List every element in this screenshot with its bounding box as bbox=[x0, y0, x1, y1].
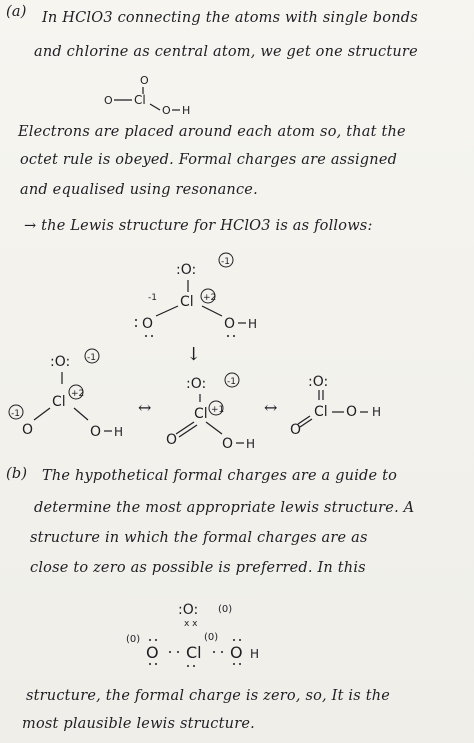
part-b-line-1: The hypothetical formal charges are a guide to bbox=[42, 468, 398, 484]
s1-fc-left: -1 bbox=[148, 293, 157, 303]
final-o-right: O bbox=[230, 643, 243, 662]
s2-o-right: O bbox=[90, 424, 102, 440]
s2-fc-left: -1 bbox=[11, 409, 20, 419]
final-o-left: O bbox=[146, 643, 159, 662]
final-bond-marks: x x bbox=[184, 619, 198, 629]
final-fc-left: (0) bbox=[126, 634, 141, 645]
final-o-top: :O: bbox=[178, 602, 199, 618]
lewis-structure-2 bbox=[6, 346, 136, 446]
s2-cl: Cl bbox=[52, 394, 66, 410]
final-fc-top: (0) bbox=[218, 604, 233, 615]
s3-fc-top: -1 bbox=[227, 377, 236, 387]
s2-fc-cl: +2 bbox=[71, 389, 85, 399]
s1-h: H bbox=[248, 317, 258, 331]
lewis-structure-4 bbox=[288, 366, 398, 446]
resonance-arrow-1: ↔ bbox=[138, 398, 152, 417]
part-a-line-4: octet rule is obeyed. Formal charges are assigned bbox=[20, 152, 398, 168]
s1-fc-top: -1 bbox=[221, 257, 230, 267]
s4-h: H bbox=[372, 405, 382, 419]
s3-o-top: :O: bbox=[186, 376, 207, 392]
final-lewis-structure bbox=[122, 596, 292, 676]
s1-o-top: :O: bbox=[176, 262, 197, 278]
part-a-line-3: Electrons are placed around each atom so, that the bbox=[18, 124, 406, 140]
part-b-line-2: determine the most appropriate lewis structure. A bbox=[34, 500, 415, 516]
part-b-line-6: most plausible lewis structure. bbox=[22, 716, 255, 732]
s2-fc-top: -1 bbox=[87, 353, 96, 363]
part-b-label: (b) bbox=[6, 466, 28, 482]
s3-o-left: O bbox=[166, 432, 178, 448]
part-a-line-2: and chlorine as central atom, we get one structure bbox=[34, 44, 418, 60]
part-a-line-1: In HClO3 connecting the atoms with single bonds bbox=[42, 10, 418, 26]
s1-cl: Cl bbox=[180, 294, 194, 310]
s1-fc-cl: +2 bbox=[203, 293, 217, 303]
s4-o-top: :O: bbox=[308, 374, 329, 390]
final-h: H bbox=[250, 647, 260, 661]
final-cl: Cl bbox=[186, 643, 202, 662]
s1-o-right: O bbox=[224, 316, 236, 332]
final-fc-cl: (0) bbox=[204, 632, 219, 643]
resonance-arrow-2: ↔ bbox=[264, 398, 278, 417]
skeleton-structure bbox=[100, 70, 210, 120]
part-a-label: (a) bbox=[6, 4, 27, 20]
s3-cl: Cl bbox=[194, 406, 208, 422]
lewis-structure-1 bbox=[128, 250, 278, 350]
skeleton-o-left: O bbox=[104, 94, 113, 107]
skeleton-cl: Cl bbox=[134, 93, 146, 107]
skeleton-h: H bbox=[182, 104, 191, 117]
s3-o-right: O bbox=[222, 436, 234, 452]
skeleton-o-h: O bbox=[162, 104, 171, 117]
s3-fc-cl: +1 bbox=[211, 405, 225, 415]
s2-o-top: :O: bbox=[50, 354, 71, 370]
lewis-structure-3 bbox=[160, 368, 270, 458]
s3-h: H bbox=[246, 437, 256, 451]
part-a-line-5: and equalised using resonance. bbox=[20, 182, 258, 198]
s2-h: H bbox=[114, 425, 124, 439]
part-b-line-3: structure in which the formal charges are as bbox=[30, 530, 368, 546]
s2-o-left: O bbox=[22, 422, 34, 438]
s4-o-right: O bbox=[346, 404, 358, 420]
arrow-down: ↓ bbox=[186, 344, 202, 365]
part-b-line-4: close to zero as possible is preferred. In this bbox=[30, 560, 366, 576]
part-b-line-5: structure, the formal charge is zero, so, It is the bbox=[26, 688, 391, 704]
s4-o-left: O bbox=[290, 422, 302, 438]
s1-o-left: O bbox=[142, 316, 154, 332]
part-a-line-6: → the Lewis structure for HClO3 is as follows: bbox=[24, 218, 373, 234]
s4-cl: Cl bbox=[314, 404, 328, 420]
skeleton-o-top: O bbox=[140, 74, 149, 87]
